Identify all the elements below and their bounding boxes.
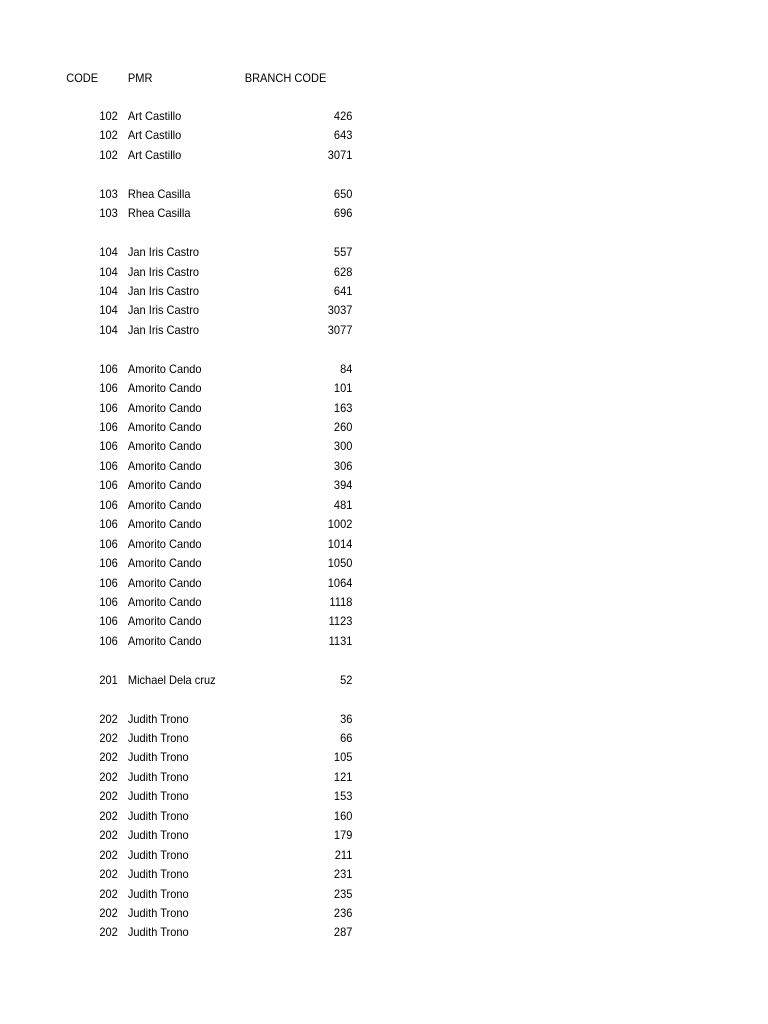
cell-branch-code: 1050 — [327, 556, 353, 571]
cell-branch-code: 696 — [333, 206, 353, 221]
cell-pmr-name: Amorito Cando — [127, 536, 202, 551]
table-row — [0, 632, 768, 651]
cell-pmr-name: Amorito Cando — [127, 594, 202, 609]
cell-pmr-name: Judith Trono — [127, 769, 189, 784]
cell-branch-code: 426 — [333, 109, 353, 123]
group-spacer — [0, 224, 768, 243]
table-row — [0, 515, 768, 534]
cell-code: 103 — [99, 186, 118, 201]
cell-code: 102 — [99, 128, 118, 143]
cell-code: 104 — [99, 264, 118, 279]
cell-pmr-name: Judith Trono — [127, 731, 189, 745]
cell-branch-code: 211 — [334, 847, 353, 862]
header-code: CODE — [66, 71, 99, 85]
row-cells — [0, 846, 368, 865]
cell-code: 106 — [99, 400, 118, 415]
table-row — [0, 399, 768, 418]
row-cells — [0, 885, 368, 904]
table-row — [0, 204, 768, 223]
cell-pmr-name: Art Castillo — [127, 109, 182, 123]
cell-pmr-name: Amorito Cando — [127, 400, 202, 415]
cell-branch-code: 1064 — [327, 575, 353, 590]
cell-pmr-name: Judith Trono — [127, 867, 189, 882]
cell-pmr-name: Amorito Cando — [127, 614, 202, 629]
cell-code: 102 — [99, 147, 118, 162]
cell-branch-code: 101 — [333, 381, 353, 396]
cell-code: 106 — [99, 361, 118, 376]
table-row — [0, 263, 768, 282]
cell-branch-code: 66 — [340, 731, 353, 745]
cell-code: 106 — [99, 458, 118, 473]
row-cells — [0, 107, 368, 126]
table-row — [0, 787, 768, 806]
cell-pmr-name: Judith Trono — [127, 789, 189, 804]
cell-code: 202 — [99, 905, 118, 920]
cell-pmr-name: Amorito Cando — [127, 497, 202, 512]
cell-code: 202 — [99, 789, 118, 804]
cell-pmr-name: Amorito Cando — [127, 439, 202, 454]
table-row — [0, 535, 768, 554]
row-cells — [0, 748, 368, 767]
cell-pmr-name: Amorito Cando — [127, 633, 202, 648]
row-cells — [0, 418, 368, 437]
table-row — [0, 904, 768, 923]
row-cells — [0, 204, 368, 223]
group-spacer — [0, 651, 768, 670]
cell-code: 104 — [99, 303, 118, 318]
cell-code: 106 — [99, 575, 118, 590]
group-spacer — [0, 690, 768, 709]
cell-code: 106 — [99, 556, 118, 571]
cell-branch-code: 1131 — [328, 633, 353, 648]
table-row — [0, 146, 768, 165]
row-cells — [0, 263, 368, 282]
cell-code: 202 — [99, 925, 118, 940]
table-row — [0, 865, 768, 884]
cell-pmr-name: Amorito Cando — [127, 517, 202, 532]
row-cells — [0, 787, 368, 806]
table-row — [0, 496, 768, 515]
cell-code: 106 — [99, 420, 118, 434]
group-spacer — [0, 165, 768, 184]
row-cells — [0, 826, 368, 845]
cell-branch-code: 179 — [333, 828, 353, 843]
table-row — [0, 107, 768, 126]
cell-branch-code: 1123 — [328, 614, 353, 629]
row-cells — [0, 574, 368, 593]
cell-code: 106 — [99, 439, 118, 454]
cell-branch-code: 628 — [333, 264, 353, 279]
cell-code: 104 — [99, 283, 118, 298]
cell-pmr-name: Judith Trono — [127, 847, 189, 862]
header-branch-code: BRANCH CODE — [244, 71, 327, 85]
group-spacer — [0, 340, 768, 359]
row-cells — [0, 437, 368, 456]
cell-code: 201 — [99, 672, 118, 687]
row-cells — [0, 476, 368, 495]
row-cells — [0, 710, 368, 729]
cell-branch-code: 1002 — [327, 517, 353, 532]
cell-branch-code: 3071 — [327, 147, 353, 162]
cell-branch-code: 121 — [333, 769, 353, 784]
cell-branch-code: 36 — [340, 711, 353, 726]
row-cells — [0, 923, 368, 942]
cell-branch-code: 260 — [333, 420, 353, 434]
cell-branch-code: 236 — [333, 905, 353, 920]
row-cells — [0, 807, 368, 826]
cell-code: 106 — [99, 497, 118, 512]
table-row — [0, 360, 768, 379]
cell-branch-code: 1118 — [329, 594, 353, 609]
cell-branch-code: 52 — [340, 672, 353, 687]
row-cells — [0, 301, 368, 320]
cell-code: 202 — [99, 750, 118, 765]
row-cells — [0, 671, 368, 690]
cell-branch-code: 235 — [333, 886, 353, 901]
cell-pmr-name: Jan Iris Castro — [127, 322, 200, 337]
row-cells — [0, 729, 368, 748]
cell-pmr-name: Judith Trono — [127, 925, 189, 940]
table-row — [0, 826, 768, 845]
row-cells — [0, 399, 368, 418]
table-row — [0, 574, 768, 593]
row-cells — [0, 243, 368, 262]
row-cells — [0, 554, 368, 573]
cell-branch-code: 300 — [333, 439, 353, 454]
table-header — [0, 68, 707, 88]
table-row — [0, 379, 768, 398]
table-row — [0, 437, 768, 456]
cell-branch-code: 105 — [333, 750, 353, 765]
cell-pmr-name: Judith Trono — [127, 750, 189, 765]
row-cells — [0, 612, 368, 631]
table-row — [0, 476, 768, 495]
row-cells — [0, 496, 368, 515]
table-body — [0, 107, 768, 943]
table-row — [0, 126, 768, 145]
cell-code: 202 — [99, 847, 118, 862]
table-row — [0, 243, 768, 262]
cell-code: 202 — [99, 731, 118, 745]
row-cells — [0, 360, 368, 379]
cell-pmr-name: Michael Dela cruz — [127, 672, 216, 687]
cell-pmr-name: Amorito Cando — [127, 575, 202, 590]
row-cells — [0, 768, 368, 787]
cell-branch-code: 643 — [333, 128, 353, 143]
cell-code: 202 — [99, 711, 118, 726]
cell-pmr-name: Jan Iris Castro — [127, 283, 200, 298]
cell-code: 106 — [99, 381, 118, 396]
cell-branch-code: 650 — [333, 186, 353, 201]
cell-code: 202 — [99, 808, 118, 823]
cell-pmr-name: Amorito Cando — [127, 556, 202, 571]
row-cells — [0, 379, 368, 398]
cell-code: 103 — [99, 206, 118, 221]
row-cells — [0, 321, 368, 340]
cell-pmr-name: Rhea Casilla — [127, 206, 191, 221]
cell-branch-code: 231 — [333, 867, 353, 882]
cell-branch-code: 394 — [333, 478, 353, 493]
row-cells — [0, 865, 368, 884]
table-row — [0, 671, 768, 690]
cell-pmr-name: Amorito Cando — [127, 458, 202, 473]
table-row — [0, 301, 768, 320]
cell-pmr-name: Rhea Casilla — [127, 186, 191, 201]
row-cells — [0, 904, 368, 923]
cell-pmr-name: Jan Iris Castro — [127, 264, 200, 279]
cell-code: 106 — [99, 517, 118, 532]
table-row — [0, 282, 768, 301]
cell-branch-code: 3077 — [327, 322, 353, 337]
cell-pmr-name: Judith Trono — [127, 828, 189, 843]
table-row — [0, 710, 768, 729]
table-row — [0, 729, 768, 748]
table-row — [0, 768, 768, 787]
table-row — [0, 748, 768, 767]
table-row — [0, 457, 768, 476]
table-row — [0, 612, 768, 631]
cell-code: 106 — [99, 478, 118, 493]
cell-pmr-name: Judith Trono — [127, 905, 189, 920]
cell-pmr-name: Amorito Cando — [127, 361, 202, 376]
cell-code: 202 — [99, 769, 118, 784]
cell-pmr-name: Judith Trono — [127, 711, 189, 726]
cell-code: 202 — [99, 828, 118, 843]
cell-branch-code: 481 — [333, 497, 353, 512]
cell-pmr-name: Amorito Cando — [127, 478, 202, 493]
cell-pmr-name: Amorito Cando — [127, 420, 202, 434]
cell-code: 202 — [99, 886, 118, 901]
cell-code: 106 — [99, 633, 118, 648]
cell-pmr-name: Art Castillo — [127, 128, 182, 143]
cell-branch-code: 1014 — [327, 536, 353, 551]
header-pmr: PMR — [127, 71, 153, 85]
cell-branch-code: 641 — [333, 283, 353, 298]
cell-branch-code: 160 — [333, 808, 353, 823]
row-cells — [0, 126, 368, 145]
row-cells — [0, 515, 368, 534]
cell-code: 102 — [99, 109, 118, 123]
cell-branch-code: 153 — [333, 789, 353, 804]
row-cells — [0, 146, 368, 165]
row-cells — [0, 632, 368, 651]
table-row — [0, 807, 768, 826]
cell-branch-code: 3037 — [327, 303, 353, 318]
row-cells — [0, 535, 368, 554]
table-row — [0, 923, 768, 942]
table-row — [0, 185, 768, 204]
table-row — [0, 321, 768, 340]
cell-branch-code: 287 — [333, 925, 353, 940]
cell-branch-code: 84 — [340, 361, 353, 376]
cell-pmr-name: Amorito Cando — [127, 381, 202, 396]
row-cells — [0, 457, 368, 476]
table-row — [0, 418, 768, 437]
cell-code: 106 — [99, 594, 118, 609]
cell-pmr-name: Jan Iris Castro — [127, 245, 200, 260]
table-row — [0, 593, 768, 612]
table-row — [0, 885, 768, 904]
cell-branch-code: 163 — [333, 400, 353, 415]
table-row — [0, 846, 768, 865]
cell-code: 202 — [99, 867, 118, 882]
cell-code: 104 — [99, 245, 118, 260]
cell-pmr-name: Judith Trono — [127, 808, 189, 823]
cell-pmr-name: Art Castillo — [127, 147, 182, 162]
row-cells — [0, 282, 368, 301]
cell-branch-code: 306 — [333, 458, 353, 473]
row-cells — [0, 185, 368, 204]
table-row — [0, 554, 768, 573]
cell-pmr-name: Jan Iris Castro — [127, 303, 200, 318]
cell-code: 106 — [99, 614, 118, 629]
cell-code: 106 — [99, 536, 118, 551]
cell-code: 104 — [99, 322, 118, 337]
cell-pmr-name: Judith Trono — [127, 886, 189, 901]
cell-branch-code: 557 — [333, 245, 353, 260]
row-cells — [0, 593, 368, 612]
